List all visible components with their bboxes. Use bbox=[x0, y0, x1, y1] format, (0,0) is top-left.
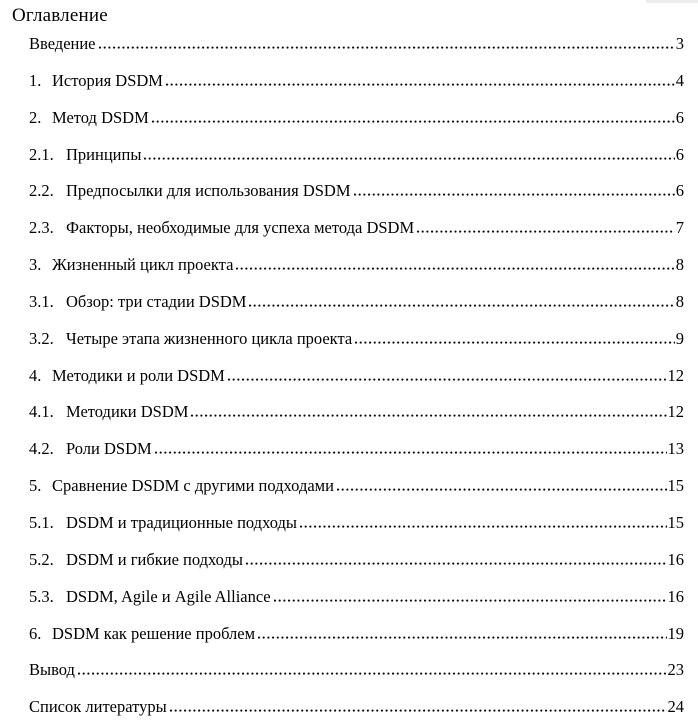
dot-leader bbox=[228, 378, 667, 381]
toc-entry-label: История DSDM bbox=[52, 70, 163, 90]
toc-entry-number: 4.1. bbox=[29, 402, 54, 422]
toc-entry-number: 5.3. bbox=[29, 586, 54, 606]
dot-leader bbox=[417, 230, 675, 233]
dot-leader bbox=[170, 709, 667, 712]
toc-entry-page: 23 bbox=[667, 660, 684, 680]
dot-leader bbox=[246, 562, 667, 565]
toc-entry-label: Четыре этапа жизненного цикла проекта bbox=[66, 328, 353, 348]
dot-leader bbox=[144, 157, 674, 160]
toc-entry-page: 13 bbox=[667, 439, 684, 459]
toc-entry-page: 6 bbox=[675, 144, 684, 164]
toc-entry[interactable] bbox=[0, 623, 698, 660]
toc-entry-label: DSDM и гибкие подходы bbox=[66, 549, 243, 569]
toc-entry-label: Методики и роли DSDM bbox=[52, 365, 225, 385]
toc-entry[interactable] bbox=[0, 365, 698, 402]
toc-entry-label: Принципы bbox=[66, 144, 142, 164]
dot-leader bbox=[300, 525, 667, 528]
toc-entry-number: 3. bbox=[29, 255, 42, 275]
toc-entry-label: DSDM как решение проблем bbox=[52, 623, 256, 643]
toc-entry-number: 1. bbox=[29, 70, 42, 90]
toc-entry-page: 8 bbox=[675, 255, 684, 275]
toc-entry[interactable] bbox=[0, 291, 698, 328]
toc-entry-label: Методики DSDM bbox=[66, 402, 189, 422]
toc-entry-page: 16 bbox=[667, 549, 684, 569]
toc-entry-number: 2.1. bbox=[29, 144, 54, 164]
toc-entry-number: 4.2. bbox=[29, 439, 54, 459]
toc-entry-page: 16 bbox=[667, 586, 684, 606]
toc-entry[interactable] bbox=[0, 549, 698, 586]
toc-entry-page: 3 bbox=[675, 34, 684, 53]
toc-entry[interactable] bbox=[0, 696, 698, 726]
toc-entry-label: Жизненный цикл проекта bbox=[52, 255, 234, 275]
toc-entry-label: Список литературы bbox=[29, 697, 167, 717]
toc-entry[interactable] bbox=[0, 328, 698, 365]
toc-entry-label: Сравнение DSDM с другими подходами bbox=[52, 476, 334, 496]
dot-leader bbox=[191, 414, 666, 417]
toc-entry-number: 6. bbox=[29, 623, 42, 643]
toc-entry-page: 15 bbox=[667, 476, 684, 496]
toc-entry-label: DSDM и традиционные подходы bbox=[66, 512, 297, 532]
toc-entry-number: 5.2. bbox=[29, 549, 54, 569]
dot-leader bbox=[258, 636, 666, 639]
dot-leader bbox=[249, 304, 674, 307]
toc-entry[interactable] bbox=[0, 586, 698, 623]
toc-entry-label: Метод DSDM bbox=[52, 107, 149, 127]
toc-entry-number: 5.1. bbox=[29, 512, 54, 532]
toc-entry[interactable] bbox=[0, 180, 698, 217]
toc-entry[interactable] bbox=[0, 33, 698, 70]
dot-leader bbox=[236, 267, 674, 270]
toc-entry-page: 12 bbox=[667, 365, 684, 385]
dot-leader bbox=[337, 488, 667, 491]
toc-entry-number: 4. bbox=[29, 365, 42, 385]
toc-entry-page: 6 bbox=[675, 181, 684, 201]
toc-entry[interactable] bbox=[0, 144, 698, 181]
toc-entry-number: 3.2. bbox=[29, 328, 54, 348]
dot-leader bbox=[274, 599, 667, 602]
toc-entry-number: 2.2. bbox=[29, 181, 54, 201]
dot-leader bbox=[166, 83, 675, 86]
toc-entry-label: Введение bbox=[29, 34, 96, 53]
toc-entry-number: 2. bbox=[29, 107, 42, 127]
dot-leader bbox=[354, 193, 675, 196]
toc-entry-page: 12 bbox=[667, 402, 684, 422]
dot-leader bbox=[155, 451, 667, 454]
toc-entry-label: Вывод bbox=[29, 660, 75, 680]
toc-entry-label: Обзор: три стадии DSDM bbox=[66, 291, 247, 311]
toc-entry[interactable] bbox=[0, 512, 698, 549]
toc-entry-label: Предпосылки для использования DSDM bbox=[66, 181, 351, 201]
toc-entry[interactable] bbox=[0, 475, 698, 512]
dot-leader bbox=[152, 120, 675, 123]
toc-entry-label: Факторы, необходимые для успеха метода DSDM bbox=[66, 218, 415, 238]
toc-heading: Оглавление bbox=[12, 5, 108, 26]
dot-leader bbox=[78, 672, 667, 675]
toc-entry-page: 8 bbox=[675, 291, 684, 311]
toc-entry[interactable] bbox=[0, 438, 698, 475]
toc-entry-page: 6 bbox=[675, 107, 684, 127]
dot-leader bbox=[355, 341, 675, 344]
toc-entry-label: DSDM, Agile и Agile Alliance bbox=[66, 586, 271, 606]
toc-entry[interactable] bbox=[0, 254, 698, 291]
toc-entry-number: 5. bbox=[29, 476, 42, 496]
toc-entry-page: 19 bbox=[667, 623, 684, 643]
dot-leader bbox=[99, 46, 675, 49]
toc-entry-number: 3.1. bbox=[29, 291, 54, 311]
toc-entry-number: 2.3. bbox=[29, 218, 54, 238]
toc-entry-page: 24 bbox=[667, 697, 684, 717]
toc-entry[interactable] bbox=[0, 107, 698, 144]
toc-entry-page: 15 bbox=[667, 512, 684, 532]
toc-entry-page: 9 bbox=[675, 328, 684, 348]
toc-entry[interactable] bbox=[0, 659, 698, 696]
toc-entry[interactable] bbox=[0, 217, 698, 254]
toc-list bbox=[0, 33, 698, 726]
toc-entry[interactable] bbox=[0, 401, 698, 438]
toc-entry-label: Роли DSDM bbox=[66, 439, 152, 459]
toc-entry[interactable] bbox=[0, 70, 698, 107]
toc-entry-page: 7 bbox=[675, 218, 684, 238]
screen-edge-artifact bbox=[646, 0, 698, 3]
toc-entry-page: 4 bbox=[675, 70, 684, 90]
